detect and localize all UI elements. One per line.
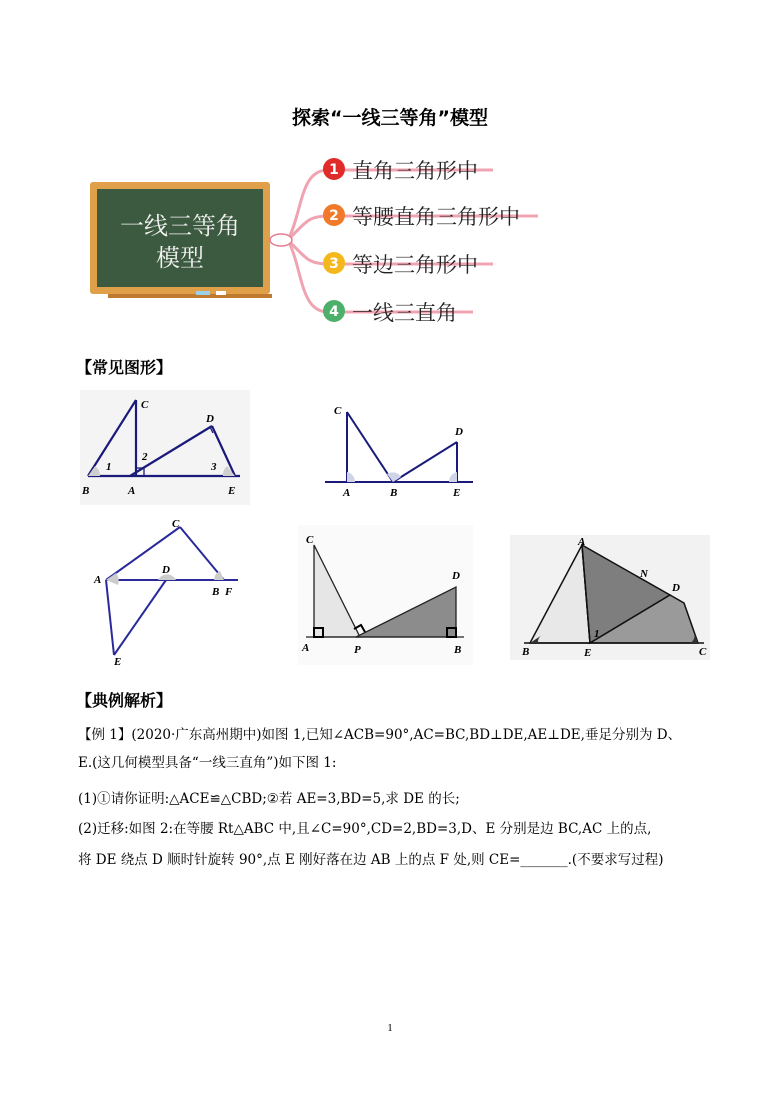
- svg-text:E: E: [584, 647, 592, 659]
- svg-text:B: B: [522, 646, 530, 658]
- svg-text:B: B: [212, 586, 220, 598]
- svg-text:A: A: [128, 485, 136, 497]
- figure-1: [80, 390, 250, 505]
- svg-text:3: 3: [329, 256, 339, 272]
- chalk-icon: [196, 291, 210, 295]
- svg-text:C: C: [141, 399, 149, 411]
- svg-text:C: C: [306, 534, 314, 546]
- svg-text:1: 1: [329, 162, 339, 178]
- eraser-icon: [216, 291, 226, 295]
- svg-text:3: 3: [211, 461, 217, 473]
- mindmap-node-icon: [270, 234, 292, 246]
- page-title: 探索“一线三等角”模型: [292, 107, 488, 129]
- figure-2: [325, 400, 475, 500]
- svg-text:E: E: [228, 485, 236, 497]
- svg-text:直角三角形中: 直角三角形中: [352, 159, 478, 183]
- svg-text:E: E: [453, 487, 461, 499]
- svg-text:F: F: [225, 586, 233, 598]
- page-number: 1: [387, 1022, 393, 1034]
- section-examples: 【典例解析】: [76, 691, 173, 710]
- board-text-line2: 模型: [156, 244, 204, 272]
- svg-text:B: B: [454, 644, 462, 656]
- example1-line3: (1)①请你证明:△ACE≌△CBD;②若 AE=3,BD=5,求 DE 的长;: [78, 791, 460, 807]
- svg-text:C: C: [334, 405, 342, 417]
- svg-text:C: C: [172, 518, 180, 530]
- example1-line5: 将 DE 绕点 D 顺时针旋转 90°,点 E 刚好落在边 AB 上的点 F 处,则 CE=_______.(不要求写过程): [78, 852, 664, 868]
- svg-text:D: D: [162, 564, 170, 576]
- svg-text:A: A: [302, 642, 310, 654]
- svg-text:A: A: [94, 574, 102, 586]
- figure-4: [298, 525, 473, 665]
- branch-4: [323, 300, 457, 325]
- svg-text:D: D: [452, 570, 460, 582]
- svg-text:等腰直角三角形中: 等腰直角三角形中: [352, 205, 520, 229]
- svg-text:2: 2: [142, 451, 148, 463]
- example1-line4: (2)迁移:如图 2:在等腰 Rt△ABC 中,且∠C=90°,CD=2,BD=3,D、E 分别是边 BC,AC 上的点,: [78, 821, 652, 837]
- figure-3: [80, 515, 245, 670]
- svg-text:D: D: [672, 582, 680, 594]
- mindmap-graphic: [88, 150, 548, 335]
- svg-text:D: D: [455, 426, 463, 438]
- svg-text:P: P: [354, 644, 361, 656]
- svg-text:B: B: [390, 487, 398, 499]
- svg-text:一线三直角: 一线三直角: [352, 301, 457, 325]
- svg-text:A: A: [578, 536, 586, 548]
- svg-text:C: C: [699, 646, 707, 658]
- example1-line1: 【例 1】(2020·广东高州期中)如图 1,已知∠ACB=90°,AC=BC,BD⊥DE,AE⊥DE,垂足分别为 D、: [78, 727, 682, 743]
- board-text-line1: 一线三等角: [120, 212, 240, 240]
- svg-text:D: D: [206, 413, 214, 425]
- svg-text:E: E: [114, 656, 122, 668]
- svg-text:等边三角形中: 等边三角形中: [352, 253, 478, 277]
- svg-text:B: B: [82, 485, 90, 497]
- example1-line2: E.(这几何模型具备“一线三直角”)如下图 1:: [78, 755, 337, 771]
- branch-2: [323, 204, 520, 229]
- svg-text:A: A: [343, 487, 351, 499]
- svg-text:4: 4: [329, 304, 339, 320]
- svg-text:1: 1: [594, 628, 600, 640]
- section-common-figures: 【常见图形】: [76, 358, 173, 377]
- svg-text:1: 1: [106, 461, 112, 473]
- svg-text:2: 2: [329, 208, 339, 224]
- svg-text:N: N: [640, 568, 648, 580]
- figure-5: [510, 535, 710, 660]
